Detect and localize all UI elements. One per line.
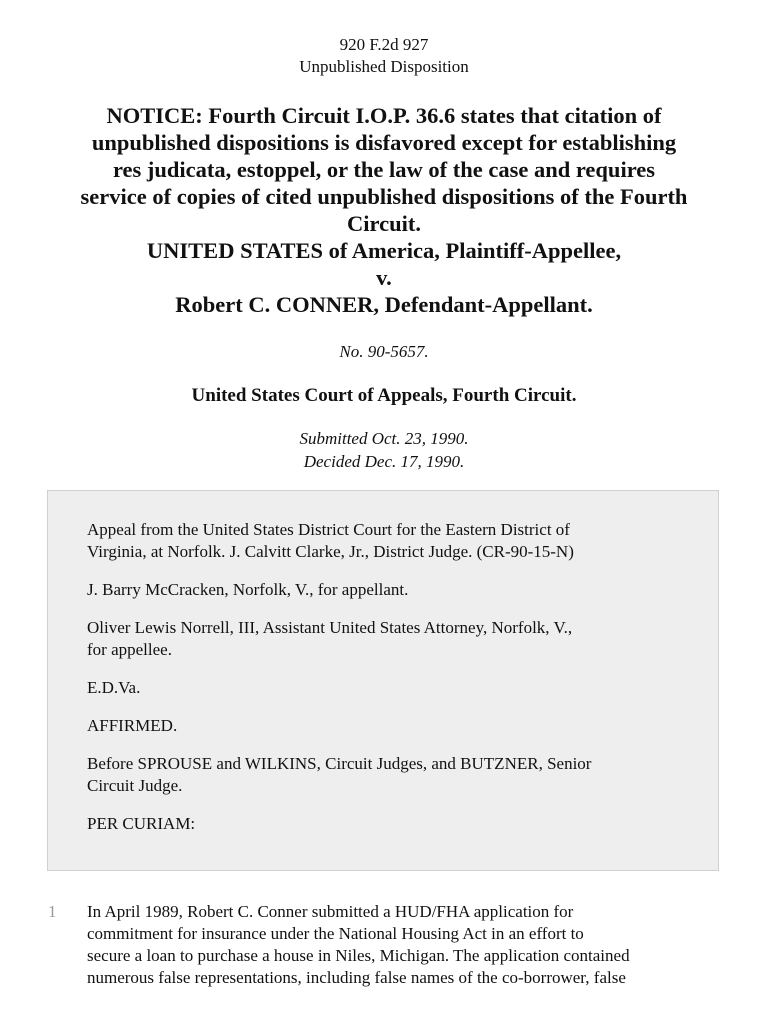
- appeal-line: Virginia, at Norfolk. J. Calvitt Clarke, Jr., District Judge. (CR-90-15-N): [87, 542, 574, 561]
- notice-line: NOTICE: Fourth Circuit I.O.P. 36.6 states that citation of: [106, 103, 662, 128]
- panel-line: Circuit Judge.: [87, 776, 183, 795]
- headnote-content: [87, 519, 687, 851]
- appellant-counsel: J. Barry McCracken, Norfolk, V., for appellant.: [87, 580, 409, 599]
- panel-line: Before SPROUSE and WILKINS, Circuit Judges, and BUTZNER, Senior: [87, 754, 592, 773]
- per-curiam: PER CURIAM:: [87, 814, 196, 833]
- versus: v.: [376, 265, 392, 290]
- disposition-result: AFFIRMED.: [87, 716, 178, 735]
- decided-date: Decided Dec. 17, 1990.: [303, 452, 465, 471]
- defendant-party: Robert C. CONNER, Defendant-Appellant.: [175, 292, 593, 317]
- notice-line: Circuit.: [347, 211, 421, 236]
- court-name: United States Court of Appeals, Fourth Circuit.: [191, 385, 577, 406]
- notice-line: unpublished dispositions is disfavored except for establishing: [91, 130, 677, 155]
- paragraph-line: secure a loan to purchase a house in Niles, Michigan. The application contained: [87, 946, 630, 965]
- paragraph-line: numerous false representations, including false names of the co-borrower, false: [87, 968, 626, 987]
- panel-judges: [87, 753, 687, 797]
- docket-number: No. 90-5657.: [339, 342, 429, 361]
- lower-court: E.D.Va.: [87, 678, 141, 697]
- appellee-counsel-line: Oliver Lewis Norrell, III, Assistant United States Attorney, Norfolk, V.,: [87, 618, 573, 637]
- headnote-box: [47, 490, 719, 871]
- appellee-counsel-line: for appellee.: [87, 640, 172, 659]
- case-dates: [0, 427, 768, 473]
- disposition-label: Unpublished Disposition: [299, 57, 469, 76]
- paragraph-number[interactable]: 1: [48, 902, 57, 921]
- notice-line: res judicata, estoppel, or the law of the case and requires: [112, 157, 656, 182]
- case-title: [40, 102, 728, 318]
- plaintiff-party: UNITED STATES of America, Plaintiff-Appellee,: [146, 238, 622, 263]
- citation-header: [0, 34, 768, 78]
- paragraph-text: [87, 901, 727, 989]
- reporter-citation: 920 F.2d 927: [339, 35, 429, 54]
- appeal-info: [87, 519, 687, 563]
- paragraph-line: In April 1989, Robert C. Conner submitted a HUD/FHA application for: [87, 902, 574, 921]
- paragraph-line: commitment for insurance under the National Housing Act in an effort to: [87, 924, 584, 943]
- appellee-counsel: [87, 617, 687, 661]
- notice-line: service of copies of cited unpublished dispositions of the Fourth: [80, 184, 688, 209]
- appeal-line: Appeal from the United States District Court for the Eastern District of: [87, 520, 570, 539]
- submitted-date: Submitted Oct. 23, 1990.: [299, 429, 469, 448]
